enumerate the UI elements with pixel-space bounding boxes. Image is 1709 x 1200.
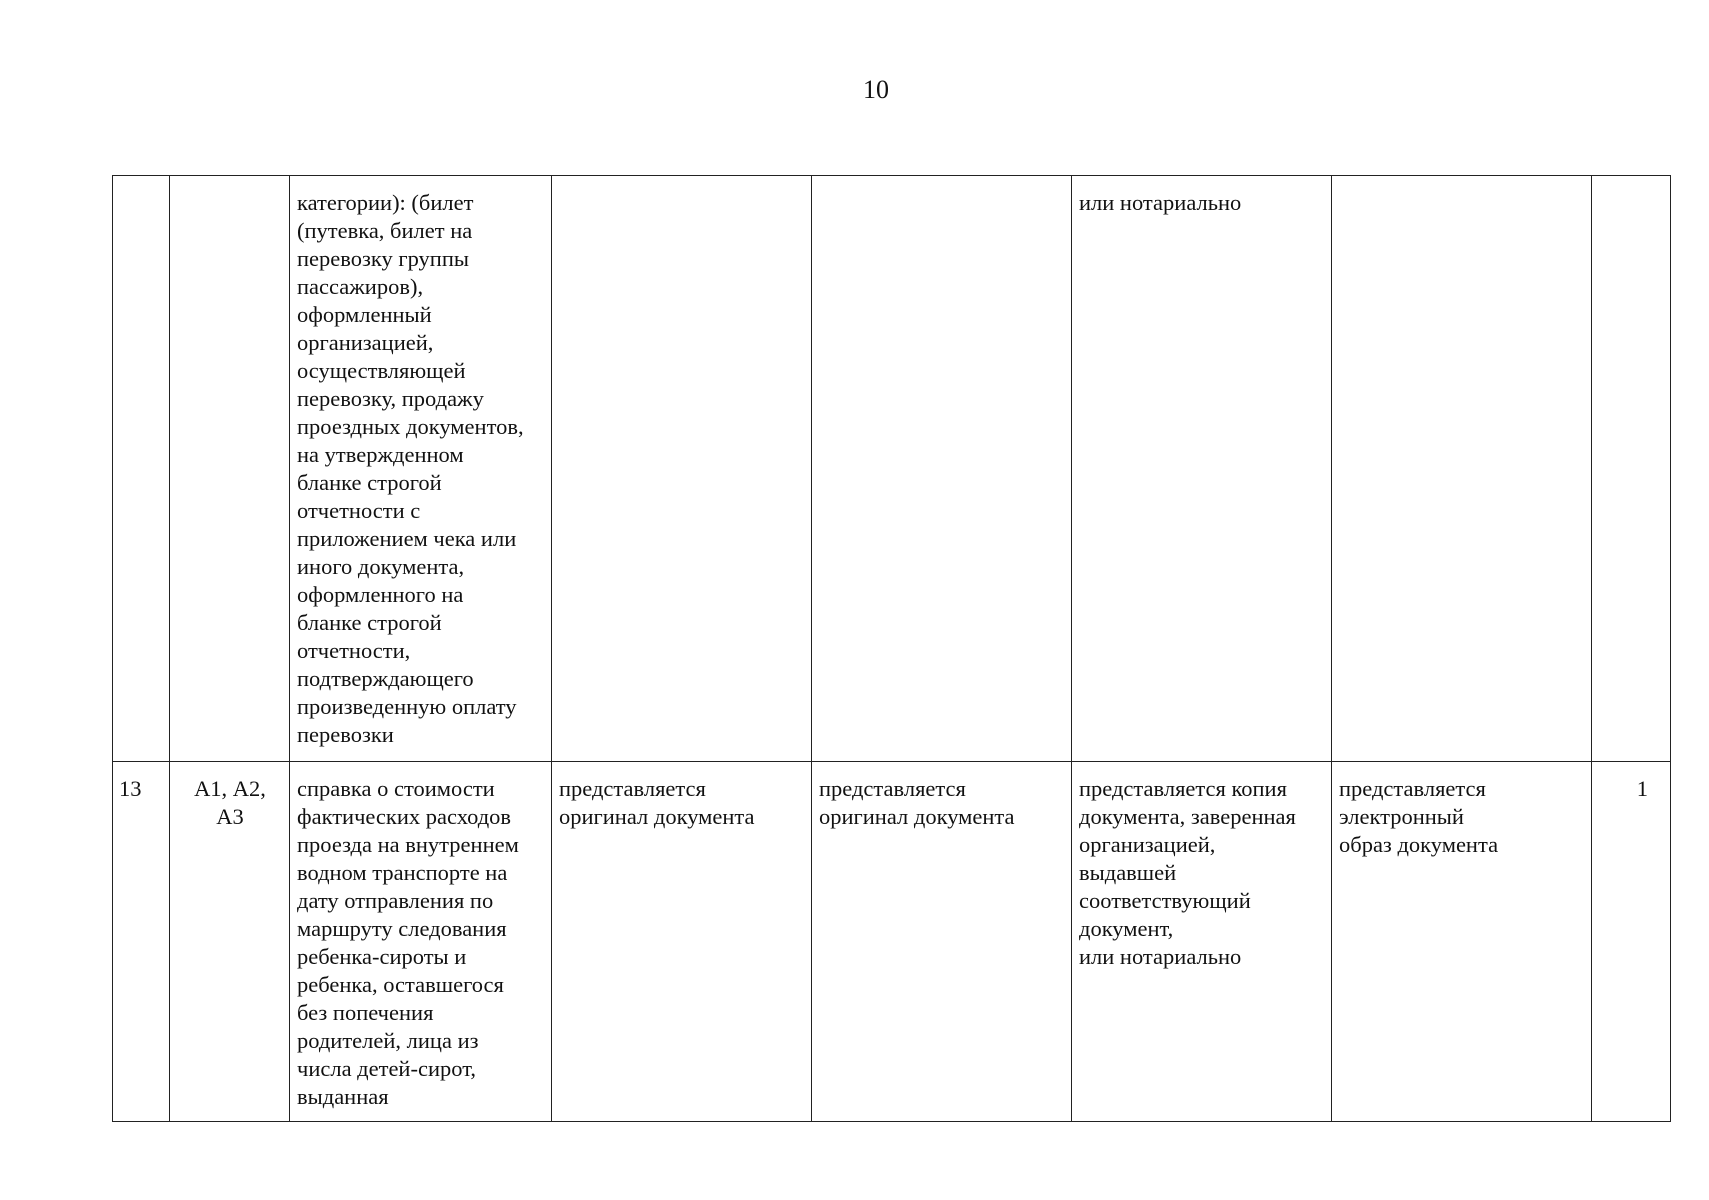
column-8-cell [1592, 176, 1671, 762]
column-5-cell [812, 176, 1072, 762]
documents-table [112, 175, 1671, 1122]
page-number: 10 [863, 75, 889, 104]
categories-cell [170, 176, 290, 762]
column-8-cell: 1 [1592, 762, 1671, 1122]
table-row [113, 762, 1671, 1122]
document-name-cell: справка о стоимости фактических расходов проезда на внутреннем водном транспорте на дату отправления по маршруту следования ребенка-сироты и ребенка, оставшегося без попечения родителей, лица из числа детей-сирот, выданная [290, 762, 552, 1122]
column-6-cell: или нотариально [1072, 176, 1332, 762]
column-7-cell: представляется электронный образ документа [1332, 762, 1592, 1122]
categories-cell: А1, А2, А3 [170, 762, 290, 1122]
table-row [113, 176, 1671, 762]
row-number-cell: 13 [113, 762, 170, 1122]
column-4-cell: представляется оригинал документа [552, 762, 812, 1122]
column-7-cell [1332, 176, 1592, 762]
column-6-cell: представляется копия документа, заверенная организацией, выдавшей соответствующий документ, или нотариально [1072, 762, 1332, 1122]
document-name-cell: категории): (билет (путевка, билет на перевозку группы пассажиров), оформленный организацией, осуществляющей перевозку, продажу проездных документов, на утвержденном бланке строгой отчетности с приложением чека или иного документа, оформленного на бланке строгой отчетности, подтверждающего произведенную оплату перевозки [290, 176, 552, 762]
column-5-cell: представляется оригинал документа [812, 762, 1072, 1122]
column-4-cell [552, 176, 812, 762]
row-number-cell [113, 176, 170, 762]
